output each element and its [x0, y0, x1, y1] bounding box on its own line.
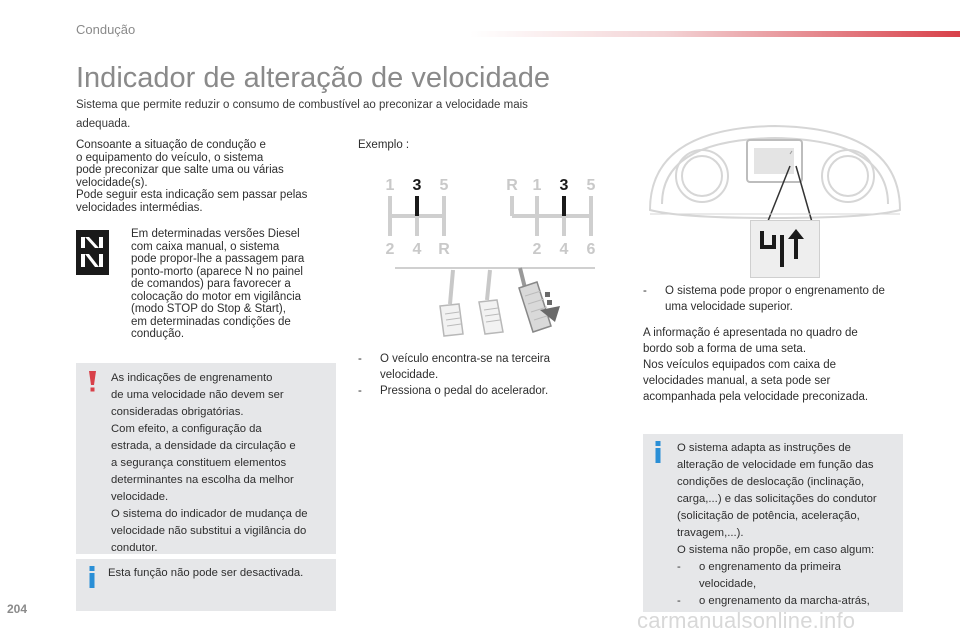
warning-line: As indicações de engrenamento	[111, 372, 273, 384]
paragraph-line: velocidade(s).	[76, 176, 148, 189]
gear-shift-display	[750, 220, 820, 278]
gear-diagrams	[380, 172, 610, 267]
list-dash: -	[358, 385, 362, 397]
warning-text	[111, 370, 333, 557]
intro-line: adequada.	[76, 118, 131, 130]
paragraph-line: Consoante a situação de condução e	[76, 139, 266, 151]
info-system-text	[677, 440, 901, 610]
warning-line: a segurança constituem elementos	[111, 457, 287, 469]
gear-label: 4	[412, 241, 422, 258]
paragraph-line: condução.	[131, 328, 185, 340]
paragraph-line: acompanhada pela velocidade preconizada.	[643, 391, 869, 403]
info-line: carga,...) e das solicitações do condutor	[677, 493, 877, 505]
neutral-n-icon	[76, 230, 109, 275]
paragraph-line: de comandos) para favorecer a	[131, 278, 291, 290]
list-item	[358, 383, 588, 399]
paragraph-line: colocação do motor em vigilância	[131, 290, 302, 303]
gear-label: 3	[412, 177, 422, 194]
gear-label: 6	[586, 241, 596, 258]
gear-label: 1	[532, 177, 542, 194]
list-text	[665, 283, 885, 315]
list-item	[643, 283, 908, 315]
exclamation-icon	[86, 371, 98, 393]
warning-line: Com efeito, a configuração da	[111, 423, 262, 435]
list-line: Pressiona o pedal do acelerador.	[380, 385, 549, 397]
warning-line: estrada, a densidade da circulação e	[111, 440, 296, 452]
paragraph-line: o equipamento do veículo, o sistema	[76, 151, 264, 164]
gear-label: 3	[559, 177, 569, 194]
watermark: carmanualsonline.info	[637, 608, 856, 633]
paragraph-line: em determinadas condições de	[131, 315, 291, 328]
list-text	[699, 559, 841, 593]
gear-label: R	[438, 241, 450, 258]
gear-label: 4	[559, 241, 569, 258]
paragraph-line: velocidades manual, a seta pode ser	[643, 375, 831, 387]
upshift-list	[643, 283, 908, 315]
gear-pattern-right	[506, 177, 595, 258]
info-line: (solicitação de potência, aceleração,	[677, 510, 860, 522]
paragraph-line: A informação é apresentada no quadro de	[643, 327, 858, 339]
info-icon	[87, 566, 97, 588]
list-dash: -	[643, 285, 647, 297]
info-line: travagem,...).	[677, 527, 744, 539]
list-line: O veículo encontra-se na terceira	[380, 353, 551, 365]
gear-label: 1	[385, 177, 395, 194]
paragraph-line: Pode seguir esta indicação sem passar pelas	[76, 189, 308, 201]
list-line: velocidade.	[380, 369, 439, 381]
pedals-illustration	[395, 262, 595, 342]
diesel-paragraph	[131, 228, 331, 341]
info-line: condições de deslocação (inclinação,	[677, 476, 865, 488]
paragraph-line: Em determinadas versões Diesel	[131, 228, 300, 240]
info-icon	[653, 441, 663, 463]
warning-line: determinantes na escolha da melhor	[111, 474, 294, 486]
example-list	[358, 351, 588, 399]
warning-line: velocidade.	[111, 491, 169, 503]
gear-label: 2	[385, 241, 395, 258]
clutch-pedal	[440, 304, 463, 336]
info-line: O sistema adapta as instruções de	[677, 442, 851, 454]
list-text	[380, 351, 550, 383]
page-number: 204	[7, 602, 28, 616]
section-title: Condução	[76, 22, 136, 37]
situation-paragraph	[76, 139, 346, 214]
paragraph-line: velocidades intermédias.	[76, 201, 203, 214]
gear-pattern-left	[386, 177, 451, 258]
display-paragraph	[643, 325, 908, 405]
warning-line: velocidade não substitui a vigilância do	[111, 525, 307, 537]
warning-line: de uma velocidade não devem ser	[111, 389, 284, 401]
brake-pedal	[479, 300, 503, 334]
paragraph-line: Nos veículos equipados com caixa de	[643, 359, 837, 371]
paragraph-line: bordo sob a forma de uma seta.	[643, 343, 807, 355]
list-text	[380, 383, 548, 399]
example-label: Exemplo :	[358, 139, 410, 151]
list-item	[358, 351, 588, 383]
list-dash: -	[358, 353, 362, 365]
intro-text	[76, 96, 576, 134]
list-dash: -	[677, 595, 681, 607]
gear-label: 5	[586, 177, 596, 194]
intro-line: Sistema que permite reduzir o consumo de combustível ao preconizar a velocidade mais	[76, 99, 528, 111]
info-line: alteração de velocidade em função das	[677, 459, 874, 471]
paragraph-line: ponto-morto (aparece N no painel	[131, 265, 303, 278]
warning-line: O sistema do indicador de mudança de	[111, 508, 308, 520]
list-dash: -	[677, 561, 681, 573]
info-line: O sistema não propõe, em caso algum:	[677, 544, 875, 556]
list-line: o engrenamento da marcha-atrás,	[699, 595, 870, 607]
warning-line: condutor.	[111, 542, 158, 554]
header-accent-bar	[470, 31, 960, 37]
paragraph-line: pode preconizar que salte uma ou várias	[76, 164, 284, 176]
paragraph-line: pode propor-lhe a passagem para	[131, 253, 305, 265]
info-text: Esta função não pode ser desactivada.	[108, 567, 304, 579]
gear-label: R	[506, 177, 518, 194]
list-line: uma velocidade superior.	[665, 301, 793, 313]
warning-line: consideradas obrigatórias.	[111, 406, 244, 418]
gear-label: 2	[532, 241, 542, 258]
list-item	[677, 559, 901, 593]
up-arrow-icon	[788, 229, 804, 239]
page-title: Indicador de alteração de velocidade	[76, 62, 550, 94]
paragraph-line: com caixa manual, o sistema	[131, 240, 280, 253]
list-line: o engrenamento da primeira	[699, 561, 841, 573]
paragraph-line: (modo STOP do Stop & Start),	[131, 303, 286, 315]
list-line: velocidade,	[699, 578, 757, 590]
gear-label: 5	[439, 177, 449, 194]
list-line: O sistema pode propor o engrenamento de	[665, 285, 885, 297]
